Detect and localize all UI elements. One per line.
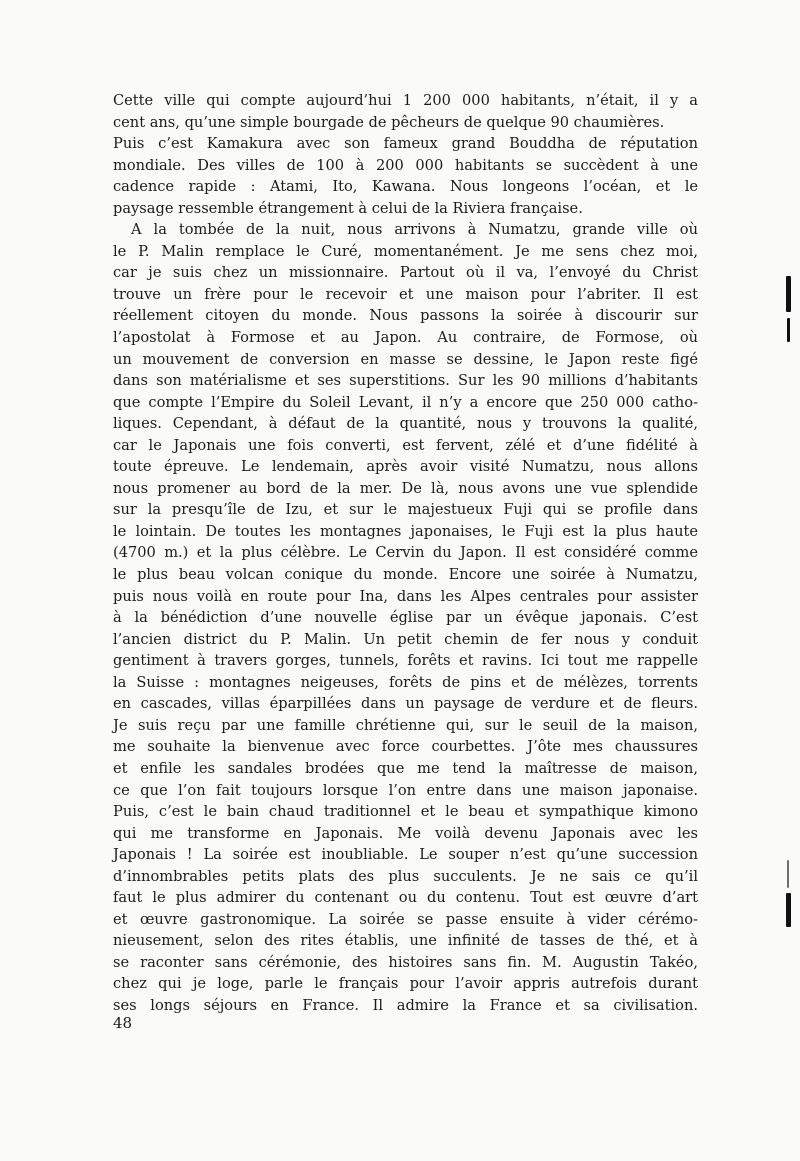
text-line-17: car le Japonais une fois converti, est fervent, zélé et d’une fidélité à [113,436,698,454]
text-line-32: et enfile les sandales brodées que me tend la maîtresse de maison, [113,759,698,777]
text-line-42: chez qui je loge, parle le français pour l’avoir appris autrefois durant [113,975,698,993]
text-line-43: ses longs séjours en France. Il admire la France et sa civilisation. [113,996,698,1014]
text-line-37: d’innombrables petits plats des plus succulents. Je ne sais ce qu’il [113,867,698,885]
text-line-35: qui me transforme en Japonais. Me voilà devenu Japonais avec les [113,824,698,842]
text-line-14: dans son matérialisme et ses superstitions. Sur les 90 millions d’habitants [113,372,698,390]
text-line-20: sur la presqu’île de Izu, et sur le majestueux Fuji qui se profile dans [113,501,698,519]
text-line-7: A la tombée de la nuit, nous arrivons à Numatzu, grande ville où [131,221,698,239]
text-line-41: se raconter sans cérémonie, des histoires sans fin. M. Augustin Takéo, [113,953,698,971]
text-line-25: à la bénédiction d’une nouvelle église par un évêque japonais. C’est [113,609,698,627]
margin-mark-4 [786,893,791,927]
page-number: 48 [113,1014,133,1032]
text-line-22: (4700 m.) et la plus célèbre. Le Cervin du Japon. Il est considéré comme [113,544,698,562]
text-line-3: Puis c’est Kamakura avec son fameux grand Bouddha de réputation [113,135,698,153]
text-line-13: un mouvement de conversion en masse se dessine, le Japon reste figé [113,350,698,368]
text-line-10: trouve un frère pour le recevoir et une maison pour l’abriter. Il est [113,285,698,303]
text-line-21: le lointain. De toutes les montagnes japonaises, le Fuji est la plus haute [113,522,698,540]
text-line-28: la Suisse : montagnes neigeuses, forêts de pins et de mélèzes, torrents [113,673,698,691]
text-line-4: mondiale. Des villes de 100 à 200 000 habitants se succèdent à une [113,156,698,174]
text-line-24: puis nous voilà en route pour Ina, dans les Alpes centrales pour assister [113,587,698,605]
text-line-11: réellement citoyen du monde. Nous passons la soirée à discourir sur [113,307,698,325]
text-line-6: paysage ressemble étrangement à celui de la Riviera française. [113,199,583,217]
text-line-1: Cette ville qui compte aujourd’hui 1 200 000 habitants, n’était, il y a [113,92,698,109]
text-line-23: le plus beau volcan conique du monde. Encore une soirée à Numatzu, [113,566,698,584]
text-line-27: gentiment à travers gorges, tunnels, forêts et ravins. Ici tout me rappelle [113,652,698,670]
text-line-9: car je suis chez un missionnaire. Partout où il va, l’envoyé du Christ [113,264,698,282]
text-line-26: l’ancien district du P. Malin. Un petit chemin de fer nous y conduit [113,630,698,648]
text-line-29: en cascades, villas éparpillées dans un paysage de verdure et de fleurs. [113,695,698,713]
text-line-30: Je suis reçu par une famille chrétienne qui, sur le seuil de la maison, [113,716,698,734]
text-line-34: Puis, c’est le bain chaud traditionnel et le beau et sympathique kimono [113,803,698,821]
text-line-40: nieusement, selon des rites établis, une infinité de tasses de thé, et à [113,932,698,950]
margin-mark-1 [786,276,791,312]
text-line-12: l’apostolat à Formose et au Japon. Au contraire, de Formose, où [113,329,698,347]
text-line-18: toute épreuve. Le lendemain, après avoir visité Numatzu, nous allons [113,458,698,476]
text-line-31: me souhaite la bienvenue avec force courbettes. J’ôte mes chaussures [113,738,698,756]
text-line-38: faut le plus admirer du contenant ou du contenu. Tout est œuvre d’art [113,889,698,907]
text-line-33: ce que l’on fait toujours lorsque l’on entre dans une maison japonaise. [113,781,698,799]
text-line-15: que compte l’Empire du Soleil Levant, il n’y a encore que 250 000 catho- [113,393,698,411]
text-line-19: nous promener au bord de la mer. De là, nous avons une vue splendide [113,479,698,497]
text-line-2: cent ans, qu’une simple bourgade de pêcheurs de quelque 90 chaumières. [113,113,665,131]
text-line-8: le P. Malin remplace le Curé, momentanément. Je me sens chez moi, [113,242,698,260]
margin-mark-2 [787,318,790,342]
text-line-36: Japonais ! La soirée est inoubliable. Le souper n’est qu’une succession [113,846,698,864]
margin-mark-3 [787,860,789,888]
text-line-39: et œuvre gastronomique. La soirée se passe ensuite à vider cérémo- [113,910,698,928]
text-line-5: cadence rapide : Atami, Ito, Kawana. Nous longeons l’océan, et le [113,178,698,196]
text-line-16: liques. Cependant, à défaut de la quantité, nous y trouvons la qualité, [113,415,698,433]
body-text [113,90,698,1017]
